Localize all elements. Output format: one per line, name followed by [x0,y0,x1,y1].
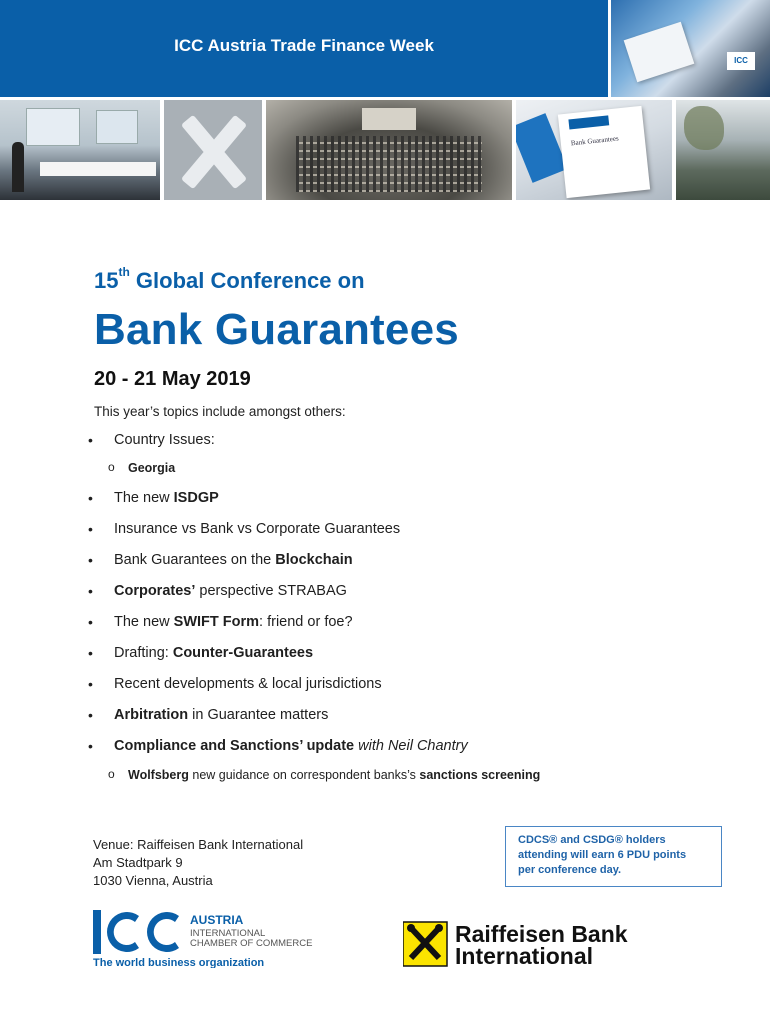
icc-country: AUSTRIA [190,913,244,927]
topic-item: • Arbitration in Guarantee matters [88,707,329,723]
bullet-icon: • [88,707,93,723]
topic-item: • Drafting: Counter-Guarantees [88,645,314,661]
edition-number: 15 [94,268,119,293]
bullet-icon: • [88,490,93,506]
venue-address [93,836,303,890]
pdu-note-box: CDCS® and CSDG® holders attending will earn 6 PDU points per conference day. [505,826,722,887]
bullet-icon: • [88,645,93,661]
outdoor-reception-photo [676,100,770,200]
bullet-icon: • [88,738,93,754]
subtopic-item: o Georgia [108,460,176,475]
circle-bullet-icon: o [108,767,115,781]
icc-mini-logo: ICC [727,52,755,70]
rbi-line1: Raiffeisen Bank [455,921,628,947]
edition-suffix: th [118,265,130,279]
subtitle-text: Global Conference on [129,268,365,293]
bullet-icon: • [88,583,93,599]
header-banner [0,0,608,97]
topic-item: • Compliance and Sanctions’ update with Neil Chantry [88,738,468,754]
circle-bullet-icon: o [108,460,115,474]
bullet-icon: • [88,432,93,448]
banner-photo [611,0,770,97]
topic-item: • Recent developments & local jurisdictions [88,676,382,692]
topic-item: • Corporates’ perspective STRABAG [88,583,347,599]
topic-item: • The new SWIFT Form: friend or foe? [88,614,353,630]
venue-line: Venue: Raiffeisen Bank International [93,837,304,852]
bullet-icon: • [88,614,93,630]
icc-austria-logo [93,908,323,968]
bullet-icon: • [88,552,93,568]
bullet-icon: • [88,521,93,537]
topics-intro: This year’s topics include amongst others: [94,404,346,419]
icc-tagline: The world business organization [93,957,265,968]
topics-list [88,430,688,784]
topic-item: • Insurance vs Bank vs Corporate Guarantees [88,521,401,537]
banner-title: ICC Austria Trade Finance Week [174,36,434,55]
topic-item: • Country Issues: [88,432,215,448]
icc-org-line1: INTERNATIONAL [190,928,266,939]
conference-subtitle [94,265,365,294]
rbi-line2: International [455,943,594,968]
topic-item: • The new ISDGP [88,490,219,506]
venue-line: 1030 Vienna, Austria [93,873,213,888]
bullet-icon: • [88,676,93,692]
bank-guarantees-book-photo: Bank Guarantees [516,100,672,200]
icc-org-line2: CHAMBER OF COMMERCE [190,938,313,949]
raiffeisen-emblem-photo [164,100,262,200]
brochure-image [624,22,695,82]
venue-line: Am Stadtpark 9 [93,855,183,870]
raiffeisen-bank-logo [403,918,683,968]
conference-title: Bank Guarantees [94,305,459,354]
conference-date: 20 - 21 May 2019 [94,368,251,390]
conference-panel-photo [0,100,160,200]
subtopic-item: o Wolfsberg new guidance on correspondent banks’s sanctions screening [108,767,541,782]
topic-item: • Bank Guarantees on the Blockchain [88,552,353,568]
auditorium-photo [266,100,512,200]
